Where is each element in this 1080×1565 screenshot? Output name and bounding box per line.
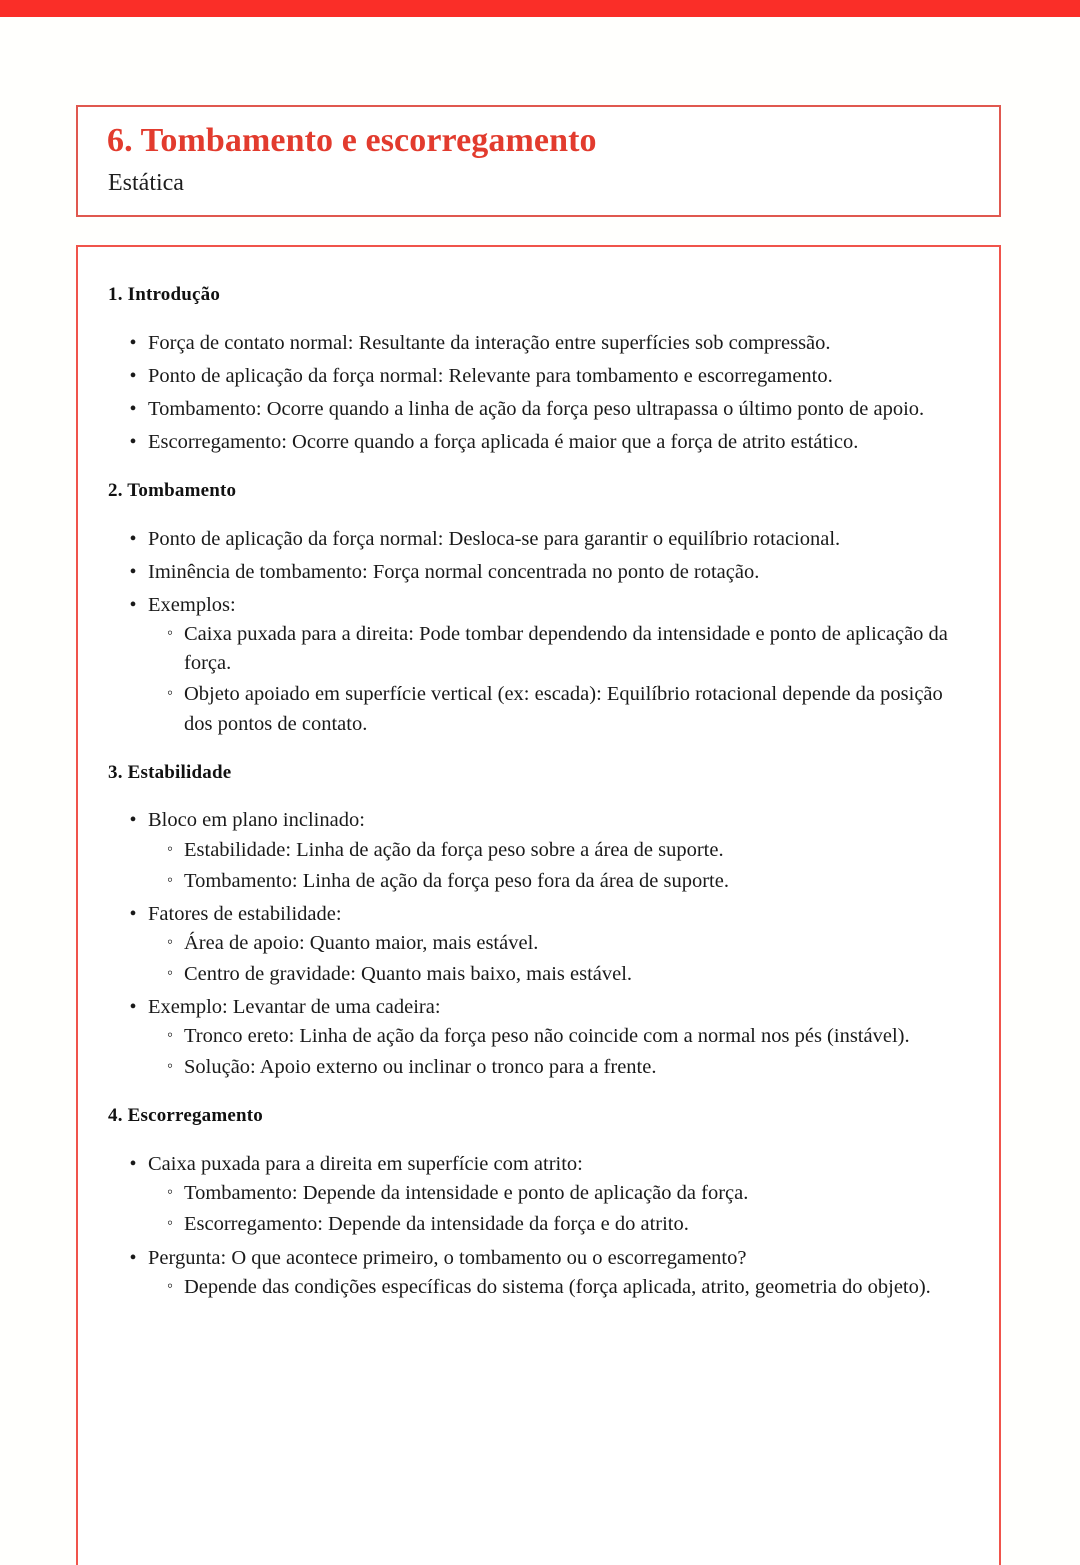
sub-list-item-label: Depende das condições específicas do sistema (força aplicada, atrito, geometria do objeto). [184,1275,931,1298]
bullet-circle-icon: ◦ [166,1025,174,1045]
list-item-label: Ponto de aplicação da força normal: Desloca-se para garantir o equilíbrio rotacional. [148,527,841,550]
sub-list-item [148,836,971,865]
sub-list-item-label: Tombamento: Depende da intensidade e ponto de aplicação da força. [184,1182,749,1205]
list-item [106,806,971,895]
list-item-label: Bloco em plano inclinado: [148,809,365,832]
list-item [106,591,971,739]
sub-list-item-label: Objeto apoiado em superfície vertical (ex: escada): Equilíbrio rotacional depende da posição dos pontos de contato. [184,683,943,735]
sub-list-item [148,960,971,989]
sub-list-item [148,680,971,738]
bullet-dot-icon: • [129,809,137,832]
list-item [106,428,971,457]
bullet-dot-icon: • [129,561,137,584]
sub-list-item [148,1022,971,1051]
section [106,479,971,739]
sub-list-item [148,1210,971,1239]
page-subtitle: Estática [108,170,184,196]
section-heading: 2. Tombamento [108,480,237,502]
bullet-circle-icon: ◦ [166,869,174,889]
sub-list-item-label: Área de apoio: Quanto maior, mais estável. [184,931,539,954]
sub-list-item [148,1179,971,1208]
list-item-label: Exemplos: [148,594,236,617]
title-card [76,105,1001,217]
list-item [106,329,971,358]
list-item-label: Pergunta: O que acontece primeiro, o tombamento ou o escorregamento? [148,1246,747,1269]
list-item [106,900,971,989]
section [106,1104,971,1301]
list-item [106,993,971,1082]
sub-bullet-list [148,929,971,989]
sub-bullet-list [148,1022,971,1082]
bullet-circle-icon: ◦ [166,1213,174,1233]
bullet-circle-icon: ◦ [166,1182,174,1202]
section [106,283,971,457]
sub-list-item-label: Tronco ereto: Linha de ação da força peso não coincide com a normal nos pés (instável). [184,1025,910,1048]
list-item-label: Exemplo: Levantar de uma cadeira: [148,996,441,1019]
sub-bullet-list [148,836,971,896]
sub-list-item-label: Caixa puxada para a direita: Pode tombar dependendo da intensidade e ponto de aplicação da força. [184,623,948,675]
bullet-circle-icon: ◦ [166,1056,174,1076]
sub-bullet-list [148,1273,971,1302]
bullet-dot-icon: • [129,594,137,617]
list-item [106,1150,971,1239]
bullet-circle-icon: ◦ [166,838,174,858]
bullet-circle-icon: ◦ [166,931,174,951]
bullet-dot-icon: • [129,331,137,354]
sections-container [106,283,971,1302]
list-item [106,1244,971,1302]
list-item-label: Caixa puxada para a direita em superfície com atrito: [148,1153,583,1176]
sub-list-item [148,929,971,958]
bullet-dot-icon: • [129,431,137,454]
bullet-dot-icon: • [129,527,137,550]
sub-list-item [148,867,971,896]
list-item [106,395,971,424]
sub-list-item-label: Escorregamento: Depende da intensidade da força e do atrito. [184,1213,689,1236]
sub-list-item-label: Solução: Apoio externo ou inclinar o tronco para a frente. [184,1056,657,1079]
sub-list-item [148,1273,971,1302]
list-item [106,525,971,554]
section [106,761,971,1083]
sub-bullet-list [148,620,971,738]
bullet-circle-icon: ◦ [166,683,174,703]
bullet-list [106,1150,971,1302]
list-item-label: Ponto de aplicação da força normal: Relevante para tombamento e escorregamento. [148,364,833,387]
bullet-dot-icon: • [129,1153,137,1176]
list-item-label: Tombamento: Ocorre quando a linha de ação da força peso ultrapassa o último ponto de apoio. [148,397,925,420]
list-item [106,362,971,391]
bullet-circle-icon: ◦ [166,963,174,982]
bullet-circle-icon: ◦ [166,623,174,643]
sub-list-item-label: Tombamento: Linha de ação da força peso fora da área de suporte. [184,869,729,892]
list-item-label: Fatores de estabilidade: [148,902,342,925]
bullet-circle-icon: ◦ [166,1275,174,1295]
top-accent-bar [0,0,1080,17]
bullet-dot-icon: • [129,1246,137,1269]
content-card [76,245,1001,1565]
list-item [106,558,971,587]
section-heading: 1. Introdução [108,284,221,305]
sub-list-item [148,1053,971,1082]
sub-list-item-label: Estabilidade: Linha de ação da força peso sobre a área de suporte. [184,838,724,861]
list-item-label: Iminência de tombamento: Força normal concentrada no ponto de rotação. [148,561,760,584]
bullet-dot-icon: • [129,397,137,420]
sub-list-item-label: Centro de gravidade: Quanto mais baixo, mais estável. [184,963,633,985]
list-item-label: Força de contato normal: Resultante da interação entre superfícies sob compressão. [148,331,831,354]
bullet-list [106,525,971,739]
page-title: 6. Tombamento e escorregamento [107,122,597,159]
sub-bullet-list [148,1179,971,1239]
bullet-list [106,329,971,457]
bullet-dot-icon: • [129,902,137,925]
list-item-label: Escorregamento: Ocorre quando a força aplicada é maior que a força de atrito estático. [148,431,859,454]
bullet-dot-icon: • [129,996,137,1019]
sub-list-item [148,620,971,678]
section-heading: 3. Estabilidade [108,761,232,783]
bullet-dot-icon: • [129,364,137,387]
bullet-list [106,806,971,1082]
section-heading: 4. Escorregamento [108,1105,264,1127]
